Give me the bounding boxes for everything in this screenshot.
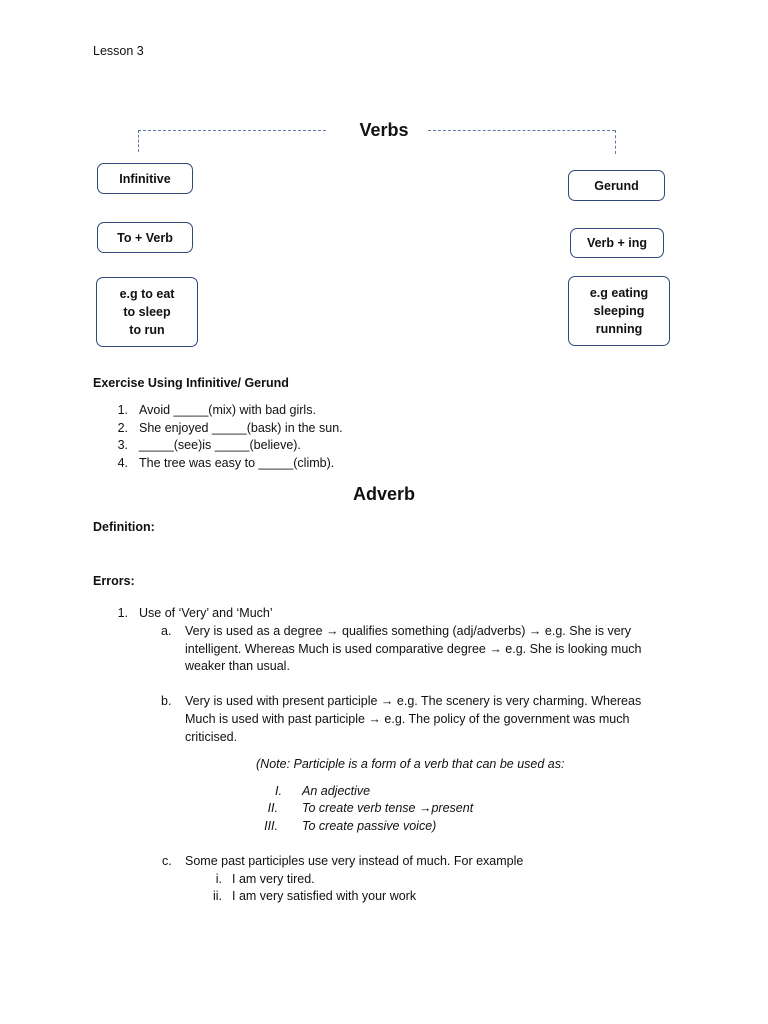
note-item-number: II. xyxy=(267,801,278,815)
to-verb-box: To + Verb xyxy=(97,222,193,253)
sub-item-b-line: Very is used with present participle → e.g. The scenery is very charming. Whereas xyxy=(185,694,642,708)
errors-label: Errors: xyxy=(93,574,135,588)
gerund-example: running xyxy=(595,322,643,336)
infinitive-example: e.g to eat xyxy=(119,287,175,301)
sub-item-b-line: criticised. xyxy=(185,730,238,744)
diagram-title: Verbs xyxy=(359,120,409,140)
connector-left-vertical xyxy=(138,130,139,152)
lesson-label: Lesson 3 xyxy=(93,44,144,58)
sub-item-label: c. xyxy=(162,854,172,868)
sub-item-label: b. xyxy=(161,694,172,708)
connector-right-horizontal xyxy=(428,130,615,131)
example-number: ii. xyxy=(212,889,222,903)
note-item: To create passive voice) xyxy=(302,819,437,833)
sub-item-a-line: Very is used as a degree → qualifies something (adj/adverbs) → e.g. She is very xyxy=(185,624,632,638)
connector-left-horizontal xyxy=(138,130,326,131)
exercise-title: Exercise Using Infinitive/ Gerund xyxy=(93,376,289,390)
list-item: She enjoyed _____(bask) in the sun. xyxy=(139,421,343,435)
definition-label: Definition: xyxy=(93,520,155,534)
gerund-example: sleeping xyxy=(593,304,645,318)
infinitive-examples-box xyxy=(96,277,198,347)
sub-item-a-line: weaker than usual. xyxy=(185,659,290,673)
list-item-number: 3. xyxy=(117,438,128,452)
list-item-number: 2. xyxy=(117,421,128,435)
note-item-number: I. xyxy=(275,784,282,798)
gerund-box: Gerund xyxy=(568,170,665,201)
list-item: The tree was easy to _____(climb). xyxy=(139,456,335,470)
verb-ing-box: Verb + ing xyxy=(570,228,664,258)
infinitive-example: to sleep xyxy=(123,305,171,319)
gerund-example: e.g eating xyxy=(589,286,649,300)
adverb-title: Adverb xyxy=(352,484,415,504)
example-item: I am very tired. xyxy=(232,872,315,886)
infinitive-box: Infinitive xyxy=(97,163,193,194)
sub-item-c-text: Some past participles use very instead of much. For example xyxy=(185,854,524,868)
sub-item-a-line: intelligent. Whereas Much is used comparative degree → e.g. She is looking much xyxy=(185,642,642,656)
sub-item-b-line: Much is used with past participle → e.g. The policy of the government was much xyxy=(185,712,630,726)
errors-item-number: 1. xyxy=(117,606,128,620)
list-item-number: 1. xyxy=(117,403,128,417)
sub-item-label: a. xyxy=(161,624,172,638)
note-item-number: III. xyxy=(264,819,278,833)
list-item: _____(see)is _____(believe). xyxy=(139,438,301,452)
participle-note: (Note: Participle is a form of a verb that can be used as: xyxy=(256,757,565,771)
list-item-number: 4. xyxy=(117,456,128,470)
note-item: An adjective xyxy=(302,784,371,798)
infinitive-example: to run xyxy=(129,323,165,337)
example-number: i. xyxy=(215,872,222,886)
errors-item-title: Use of ‘Very’ and ‘Much’ xyxy=(139,606,273,620)
connector-right-vertical xyxy=(615,130,616,154)
example-item: I am very satisfied with your work xyxy=(232,889,417,903)
gerund-examples-box xyxy=(568,276,670,346)
list-item: Avoid _____(mix) with bad girls. xyxy=(139,403,316,417)
note-item: To create verb tense →present xyxy=(302,801,474,815)
